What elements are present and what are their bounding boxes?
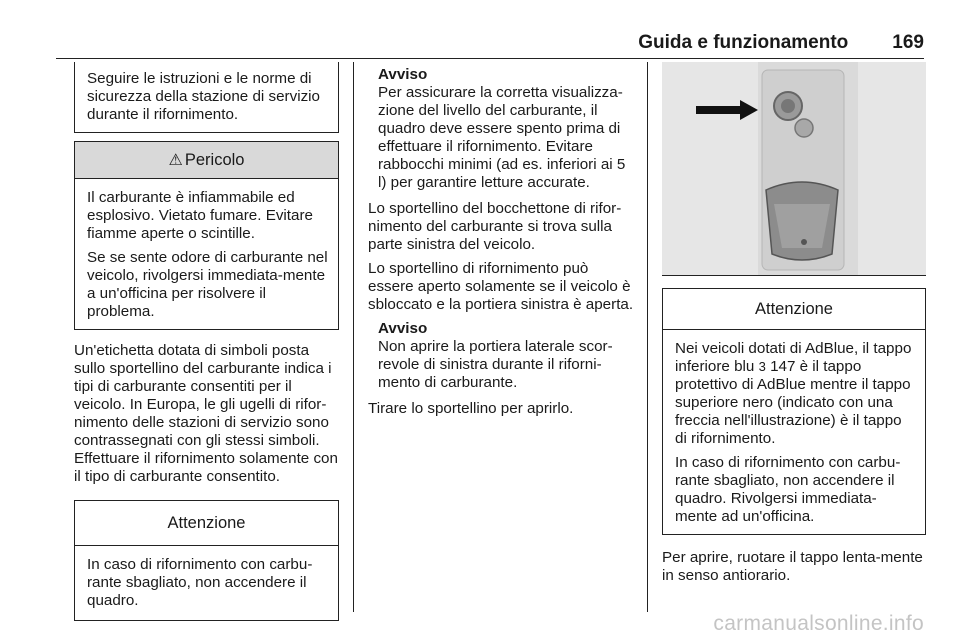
watermark: carmanualsonline.info (713, 612, 924, 635)
page-number: 169 (892, 32, 924, 53)
paragraph-opening: Lo sportellino di rifornimento può essere aperto solamente se il veicolo è sbloccato e la portiera sinistra è aperta. (368, 260, 634, 313)
note-title-2: Avviso (378, 320, 428, 337)
paragraph-pull: Tirare lo sportellino per aprirlo. (368, 400, 574, 417)
danger-box (74, 141, 339, 330)
caution-header-left: Attenzione (75, 501, 338, 546)
caution-header-right: Attenzione (663, 289, 925, 330)
caution-box-left (74, 500, 339, 621)
column-left (74, 62, 339, 621)
paragraph-rotate-cap: Per aprire, ruotare il tappo lenta-mente in senso antiorario. (662, 549, 923, 584)
note-box-1 (368, 66, 636, 192)
page-header (56, 26, 924, 59)
fuel-filler-drawing (662, 62, 926, 276)
column-right (662, 62, 926, 585)
caution-text-left: In caso di rifornimento con carbu-rante sbagliato, non accendere il quadro. (87, 556, 313, 609)
caution-text-right-2: In caso di rifornimento con carbu-rante sbagliato, non accendere il quadro. Rivolgersi immediata-mente ad un'officina. (675, 454, 901, 525)
fuel-label-paragraph: Un'etichetta dotata di simboli posta sullo sportellino del carburante indica i tipi di carburante consentiti per il veicolo. In Europa, le gli ugelli di rifor-nimento delle stazioni di servizio sono contrassegnati con gli stessi simboli. Effettuare il rifornimento solamente con il tipo di carburante consentito. (74, 342, 338, 485)
caution-text-right-1: Nei veicoli dotati di AdBlue, il tappo inferiore blu 3 147 è il tappo protettivo di AdBlue mentre il tappo superiore nero (indicato con una freccia nell'illustrazione) è il tappo di rifornimento. (675, 340, 912, 447)
caution-box-right (662, 288, 926, 535)
danger-header (75, 142, 338, 179)
section-title: Guida e funzionamento (638, 32, 849, 53)
paragraph-location: Lo sportellino del bocchettone di rifor-nimento del carburante si trova sulla parte sinistra del veicolo. (368, 200, 622, 253)
column-middle (368, 62, 636, 418)
intro-box (74, 62, 339, 133)
danger-text-2: Se se sente odore di carburante nel veicolo, rivolgersi immediata-mente a un'officina per risolvere il problema. (87, 249, 328, 320)
warning-triangle-icon: ⚠ (168, 152, 183, 169)
column-divider-1 (353, 62, 354, 612)
danger-title: Pericolo (184, 151, 245, 169)
intro-text: Seguire le istruzioni e le norme di sicurezza della stazione di servizio durante il rifornimento. (87, 70, 320, 123)
adblue-cap-icon (795, 119, 813, 137)
note-text-1: Per assicurare la corretta visualizza-zione del livello del carburante, il quadro deve essere spento prima di effettuare il rifornimento. Evitare rabbocchi minimi (ad es. inferiori ai 5 l) per garantire letture accurate. (378, 84, 626, 191)
column-divider-2 (647, 62, 648, 612)
danger-text-1: Il carburante è infiammabile ed esplosivo. Vietato fumare. Evitare fiamme aperte o scintille. (87, 189, 313, 242)
note-text-2: Non aprire la portiera laterale scor-revole di sinistra durante il riforni-mento di carburante. (378, 338, 613, 391)
cross-reference-arrow-icon: 3 (758, 359, 766, 374)
note-title-1: Avviso (378, 66, 428, 83)
fuel-filler-illustration (662, 62, 926, 276)
note-box-2 (368, 320, 636, 392)
